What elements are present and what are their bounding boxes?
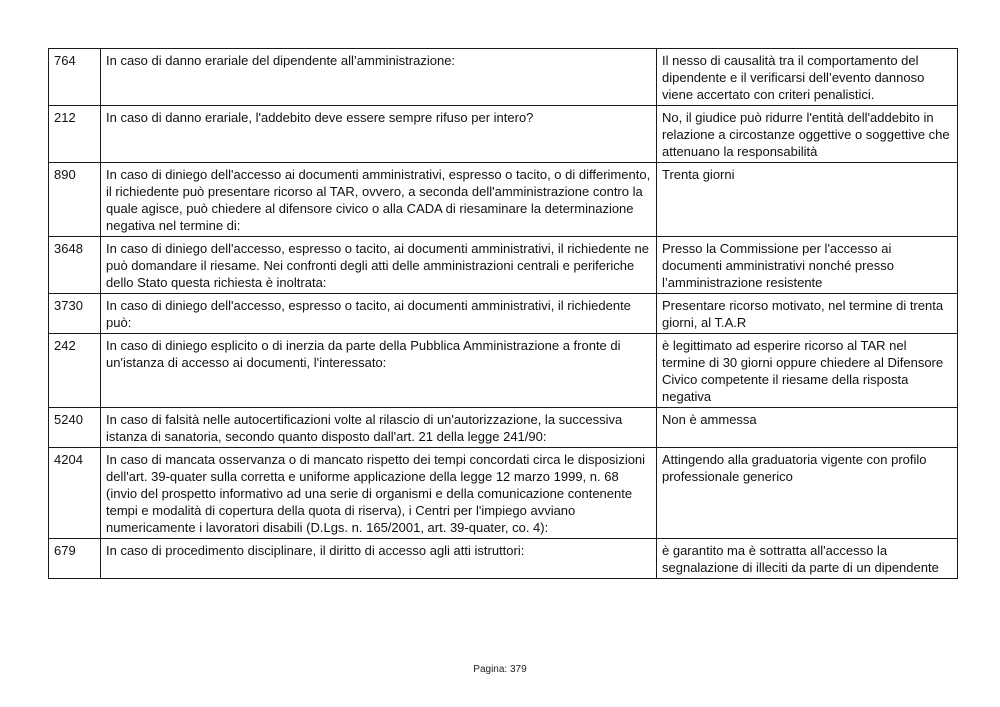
table-row bbox=[49, 539, 958, 579]
answer-cell: è garantito ma è sottratta all'accesso la segnalazione di illeciti da parte di un dipendente bbox=[657, 539, 958, 579]
row-id-cell: 4204 bbox=[49, 448, 101, 539]
row-id-cell: 3648 bbox=[49, 237, 101, 294]
answer-cell: Non è ammessa bbox=[657, 408, 958, 448]
table-row bbox=[49, 49, 958, 106]
answer-cell: No, il giudice può ridurre l'entità dell'addebito in relazione a circostanze oggettive o soggettive che attenuano la responsabilità bbox=[657, 106, 958, 163]
question-cell: In caso di diniego dell'accesso, espresso o tacito, ai documenti amministrativi, il richiedente ne può domandare il riesame. Nei confronti degli atti delle amministrazioni centrali e periferiche dello Stato questa richiesta è inoltrata: bbox=[101, 237, 657, 294]
question-cell: In caso di diniego dell'accesso, espresso o tacito, ai documenti amministrativi, il richiedente può: bbox=[101, 294, 657, 334]
page-number: Pagina: 379 bbox=[473, 664, 527, 675]
qa-table-body bbox=[49, 49, 958, 579]
answer-cell: è legittimato ad esperire ricorso al TAR nel termine di 30 giorni oppure chiedere al Difensore Civico competente il riesame della risposta negativa bbox=[657, 334, 958, 408]
qa-table bbox=[48, 48, 958, 579]
answer-cell: Trenta giorni bbox=[657, 163, 958, 237]
row-id-cell: 3730 bbox=[49, 294, 101, 334]
answer-cell: Presso la Commissione per l'accesso ai documenti amministrativi nonché presso l’amministrazione resistente bbox=[657, 237, 958, 294]
question-cell: In caso di procedimento disciplinare, il diritto di accesso agli atti istruttori: bbox=[101, 539, 657, 579]
table-row bbox=[49, 408, 958, 448]
table-row bbox=[49, 106, 958, 163]
row-id-cell: 242 bbox=[49, 334, 101, 408]
question-cell: In caso di diniego dell'accesso ai documenti amministrativi, espresso o tacito, o di differimento, il richiedente può presentare ricorso al TAR, ovvero, a seconda dell'amministrazione contro la quale agisce, può chiedere al difensore civico o alla CADA di riesaminare la determinazione negativa nel termine di: bbox=[101, 163, 657, 237]
row-id-cell: 212 bbox=[49, 106, 101, 163]
table-row bbox=[49, 237, 958, 294]
question-cell: In caso di mancata osservanza o di mancato rispetto dei tempi concordati circa le disposizioni dell'art. 39-quater sulla corretta e uniforme applicazione della legge 12 marzo 1999, n. 68 (invio del prospetto informativo ad una serie di organismi e della comunicazione contenente tempi e modalità di copertura della quota di riserva), i Centri per l'impiego avviano numericamente i lavoratori disabili (D.Lgs. n. 165/2001, art. 39-quater, co. 4): bbox=[101, 448, 657, 539]
question-cell: In caso di falsità nelle autocertificazioni volte al rilascio di un'autorizzazione, la successiva istanza di sanatoria, secondo quanto disposto dall'art. 21 della legge 241/90: bbox=[101, 408, 657, 448]
row-id-cell: 764 bbox=[49, 49, 101, 106]
answer-cell: Attingendo alla graduatoria vigente con profilo professionale generico bbox=[657, 448, 958, 539]
row-id-cell: 5240 bbox=[49, 408, 101, 448]
answer-cell: Il nesso di causalità tra il comportamento del dipendente e il verificarsi dell’evento dannoso viene accertato con criteri penalistici. bbox=[657, 49, 958, 106]
answer-cell: Presentare ricorso motivato, nel termine di trenta giorni, al T.A.R bbox=[657, 294, 958, 334]
question-cell: In caso di danno erariale, l'addebito deve essere sempre rifuso per intero? bbox=[101, 106, 657, 163]
row-id-cell: 890 bbox=[49, 163, 101, 237]
question-cell: In caso di diniego esplicito o di inerzia da parte della Pubblica Amministrazione a fronte di un'istanza di accesso ai documenti, l'interessato: bbox=[101, 334, 657, 408]
question-cell: In caso di danno erariale del dipendente all’amministrazione: bbox=[101, 49, 657, 106]
table-row bbox=[49, 294, 958, 334]
table-row bbox=[49, 334, 958, 408]
table-row bbox=[49, 163, 958, 237]
row-id-cell: 679 bbox=[49, 539, 101, 579]
table-row bbox=[49, 448, 958, 539]
